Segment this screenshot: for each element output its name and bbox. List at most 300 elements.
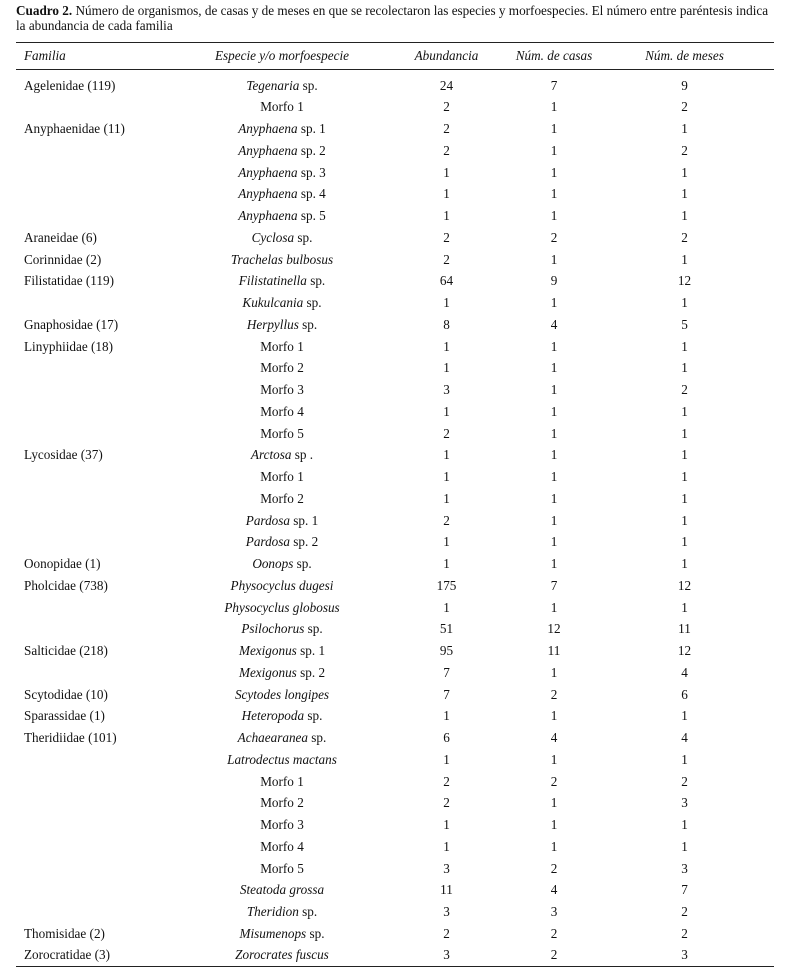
abundancia-value: 2 bbox=[443, 121, 450, 137]
especie-suffix: Morfo 5 bbox=[260, 425, 304, 441]
meses-cell bbox=[595, 662, 774, 684]
familia-text: Scytodidae (10) bbox=[24, 686, 108, 702]
abundancia-cell bbox=[380, 292, 513, 314]
familia-cell bbox=[16, 684, 184, 706]
abundancia-value: 1 bbox=[443, 838, 450, 854]
meses-cell bbox=[595, 401, 774, 423]
table-row bbox=[16, 184, 774, 206]
especie-cell bbox=[184, 945, 380, 967]
familia-text: Salticidae (218) bbox=[24, 643, 108, 659]
especie-genus: Physocyclus globosus bbox=[224, 599, 340, 615]
casas-cell bbox=[513, 488, 595, 510]
especie-genus: Mexigonus bbox=[238, 643, 297, 659]
table-row bbox=[16, 901, 774, 923]
especie-cell bbox=[184, 923, 380, 945]
abundancia-cell bbox=[380, 249, 513, 271]
abundancia-cell bbox=[380, 336, 513, 358]
header-abundancia: Abundancia bbox=[380, 43, 513, 70]
table-row bbox=[16, 880, 774, 902]
table-row bbox=[16, 793, 774, 815]
especie-genus: Physocyclus dugesi bbox=[230, 577, 334, 593]
especie-cell bbox=[184, 880, 380, 902]
especie-genus: Zorocrates fuscus bbox=[235, 947, 329, 963]
casas-cell bbox=[513, 162, 595, 184]
especie-suffix: sp. 3 bbox=[297, 164, 326, 180]
abundancia-cell bbox=[380, 423, 513, 445]
abundancia-value: 1 bbox=[443, 556, 450, 572]
abundancia-cell bbox=[380, 858, 513, 880]
abundancia-value: 175 bbox=[436, 577, 457, 593]
abundancia-value: 3 bbox=[443, 904, 450, 920]
abundancia-value: 2 bbox=[443, 773, 450, 789]
casas-value: 1 bbox=[550, 490, 558, 506]
especie-suffix: sp. 2 bbox=[290, 534, 319, 550]
table-header bbox=[16, 43, 774, 70]
meses-value: 1 bbox=[681, 338, 688, 354]
table-row bbox=[16, 575, 774, 597]
abundancia-value: 1 bbox=[443, 599, 450, 615]
familia-cell bbox=[16, 162, 184, 184]
familia-text: Linyphiidae (18) bbox=[24, 338, 113, 354]
abundancia-cell bbox=[380, 140, 513, 162]
abundancia-value: 1 bbox=[443, 186, 450, 202]
meses-cell bbox=[595, 858, 774, 880]
casas-value: 1 bbox=[550, 186, 558, 202]
meses-value: 5 bbox=[681, 316, 688, 332]
abundancia-value: 1 bbox=[443, 360, 450, 376]
meses-cell bbox=[595, 749, 774, 771]
especie-genus: Mexigonus bbox=[238, 664, 297, 680]
meses-value: 4 bbox=[681, 664, 688, 680]
abundancia-cell bbox=[380, 162, 513, 184]
especie-cell bbox=[184, 488, 380, 510]
meses-value: 1 bbox=[681, 360, 688, 376]
abundancia-value: 2 bbox=[443, 142, 450, 158]
familia-cell bbox=[16, 205, 184, 227]
casas-cell bbox=[513, 553, 595, 575]
casas-value: 1 bbox=[550, 360, 558, 376]
casas-value: 1 bbox=[550, 708, 558, 724]
especie-cell bbox=[184, 314, 380, 336]
abundancia-cell bbox=[380, 97, 513, 119]
meses-value: 1 bbox=[681, 403, 688, 419]
especie-cell bbox=[184, 184, 380, 206]
meses-value: 3 bbox=[681, 860, 688, 876]
header-meses: Núm. de meses bbox=[595, 43, 774, 70]
especie-cell bbox=[184, 619, 380, 641]
meses-cell bbox=[595, 880, 774, 902]
meses-value: 1 bbox=[681, 838, 688, 854]
especie-cell bbox=[184, 466, 380, 488]
casas-cell bbox=[513, 771, 595, 793]
especie-cell bbox=[184, 227, 380, 249]
especie-cell bbox=[184, 70, 380, 97]
casas-cell bbox=[513, 118, 595, 140]
abundancia-cell bbox=[380, 793, 513, 815]
casas-cell bbox=[513, 901, 595, 923]
table-row bbox=[16, 619, 774, 641]
abundancia-value: 2 bbox=[443, 425, 450, 441]
table-row bbox=[16, 358, 774, 380]
meses-value: 1 bbox=[681, 534, 688, 550]
casas-value: 4 bbox=[550, 316, 558, 332]
meses-cell bbox=[595, 684, 774, 706]
casas-value: 2 bbox=[550, 686, 558, 702]
especie-suffix: sp. bbox=[299, 78, 318, 94]
casas-value: 1 bbox=[550, 164, 558, 180]
abundancia-cell bbox=[380, 901, 513, 923]
especie-cell bbox=[184, 423, 380, 445]
meses-cell bbox=[595, 510, 774, 532]
familia-cell bbox=[16, 423, 184, 445]
abundancia-cell bbox=[380, 662, 513, 684]
casas-cell bbox=[513, 880, 595, 902]
abundancia-cell bbox=[380, 70, 513, 97]
meses-value: 2 bbox=[681, 99, 688, 115]
familia-text: Oonopidae (1) bbox=[24, 556, 101, 572]
meses-cell bbox=[595, 336, 774, 358]
especie-cell bbox=[184, 140, 380, 162]
abundancia-value: 2 bbox=[443, 795, 450, 811]
especie-genus: Arctosa bbox=[250, 447, 292, 463]
abundancia-value: 1 bbox=[443, 751, 450, 767]
abundancia-value: 2 bbox=[443, 229, 450, 245]
casas-cell bbox=[513, 532, 595, 554]
casas-cell bbox=[513, 945, 595, 967]
familia-cell bbox=[16, 619, 184, 641]
casas-cell bbox=[513, 662, 595, 684]
familia-cell bbox=[16, 858, 184, 880]
casas-value: 1 bbox=[550, 534, 558, 550]
table-row bbox=[16, 227, 774, 249]
meses-cell bbox=[595, 292, 774, 314]
casas-value: 1 bbox=[550, 121, 558, 137]
abundancia-cell bbox=[380, 640, 513, 662]
meses-value: 2 bbox=[681, 229, 688, 245]
familia-cell bbox=[16, 292, 184, 314]
casas-value: 7 bbox=[550, 78, 558, 94]
caption-label: Cuadro 2. bbox=[16, 3, 73, 18]
familia-cell bbox=[16, 97, 184, 119]
table-row bbox=[16, 205, 774, 227]
especie-suffix: Morfo 2 bbox=[260, 795, 304, 811]
abundancia-value: 95 bbox=[439, 643, 454, 659]
casas-value: 4 bbox=[550, 882, 558, 898]
especie-genus: Tegenaria bbox=[246, 78, 300, 94]
abundancia-value: 64 bbox=[439, 273, 454, 289]
casas-cell bbox=[513, 97, 595, 119]
casas-cell bbox=[513, 249, 595, 271]
familia-text: Sparassidae (1) bbox=[24, 708, 105, 724]
familia-cell bbox=[16, 140, 184, 162]
familia-cell bbox=[16, 793, 184, 815]
meses-cell bbox=[595, 162, 774, 184]
casas-cell bbox=[513, 814, 595, 836]
casas-cell bbox=[513, 466, 595, 488]
table-row bbox=[16, 118, 774, 140]
abundancia-value: 7 bbox=[443, 686, 450, 702]
casas-value: 1 bbox=[550, 208, 558, 224]
especie-suffix: sp. bbox=[303, 295, 322, 311]
especie-cell bbox=[184, 858, 380, 880]
abundancia-cell bbox=[380, 184, 513, 206]
meses-cell bbox=[595, 575, 774, 597]
abundancia-cell bbox=[380, 814, 513, 836]
familia-cell bbox=[16, 227, 184, 249]
familia-cell bbox=[16, 445, 184, 467]
abundancia-cell bbox=[380, 118, 513, 140]
casas-cell bbox=[513, 445, 595, 467]
especie-genus: Trachelas bulbosus bbox=[230, 251, 334, 267]
abundancia-cell bbox=[380, 684, 513, 706]
table-row bbox=[16, 662, 774, 684]
especie-suffix: sp. bbox=[298, 316, 318, 332]
especie-cell bbox=[184, 575, 380, 597]
casas-value: 2 bbox=[550, 773, 558, 789]
casas-cell bbox=[513, 923, 595, 945]
especie-cell bbox=[184, 706, 380, 728]
casas-cell bbox=[513, 727, 595, 749]
meses-value: 1 bbox=[681, 817, 688, 833]
table-row bbox=[16, 532, 774, 554]
especie-suffix: sp. bbox=[298, 904, 318, 920]
table-row bbox=[16, 401, 774, 423]
meses-cell bbox=[595, 227, 774, 249]
abundancia-value: 1 bbox=[443, 708, 450, 724]
familia-cell bbox=[16, 880, 184, 902]
casas-value: 1 bbox=[550, 403, 558, 419]
especie-suffix: Morfo 4 bbox=[260, 838, 304, 854]
especie-suffix: Morfo 2 bbox=[260, 360, 304, 376]
meses-cell bbox=[595, 271, 774, 293]
abundancia-cell bbox=[380, 379, 513, 401]
casas-cell bbox=[513, 793, 595, 815]
abundancia-cell bbox=[380, 836, 513, 858]
especie-cell bbox=[184, 445, 380, 467]
especie-cell bbox=[184, 249, 380, 271]
meses-cell bbox=[595, 70, 774, 97]
familia-cell bbox=[16, 575, 184, 597]
especie-cell bbox=[184, 553, 380, 575]
meses-value: 1 bbox=[681, 512, 688, 528]
abundancia-value: 3 bbox=[443, 947, 450, 963]
especie-suffix: sp. bbox=[307, 730, 327, 746]
casas-value: 1 bbox=[550, 338, 558, 354]
meses-value: 2 bbox=[681, 142, 688, 158]
familia-text: Pholcidae (738) bbox=[24, 577, 108, 593]
casas-value: 1 bbox=[550, 382, 558, 398]
familia-text: Thomisidae (2) bbox=[24, 925, 105, 941]
table-row bbox=[16, 553, 774, 575]
especie-suffix: sp. 5 bbox=[297, 208, 326, 224]
especie-cell bbox=[184, 292, 380, 314]
meses-value: 1 bbox=[681, 425, 688, 441]
especie-cell bbox=[184, 727, 380, 749]
casas-value: 1 bbox=[550, 512, 558, 528]
casas-value: 1 bbox=[550, 99, 558, 115]
especie-genus: Achaearanea bbox=[237, 730, 308, 746]
especie-suffix: sp. 1 bbox=[297, 121, 326, 137]
table-body bbox=[16, 70, 774, 967]
table-row bbox=[16, 97, 774, 119]
abundancia-cell bbox=[380, 445, 513, 467]
table-row bbox=[16, 445, 774, 467]
especie-suffix: sp. bbox=[304, 621, 323, 637]
abundancia-cell bbox=[380, 749, 513, 771]
especie-genus: Anyphaena bbox=[238, 186, 298, 202]
casas-cell bbox=[513, 423, 595, 445]
casas-cell bbox=[513, 379, 595, 401]
meses-cell bbox=[595, 597, 774, 619]
meses-value: 3 bbox=[681, 947, 688, 963]
meses-cell bbox=[595, 140, 774, 162]
especie-suffix: sp. 1 bbox=[290, 512, 319, 528]
especie-cell bbox=[184, 684, 380, 706]
abundancia-cell bbox=[380, 401, 513, 423]
familia-cell bbox=[16, 640, 184, 662]
abundancia-cell bbox=[380, 488, 513, 510]
casas-cell bbox=[513, 597, 595, 619]
especie-genus: Theridion bbox=[246, 904, 299, 920]
meses-cell bbox=[595, 553, 774, 575]
casas-cell bbox=[513, 401, 595, 423]
meses-value: 1 bbox=[681, 447, 688, 463]
familia-cell bbox=[16, 401, 184, 423]
abundancia-cell bbox=[380, 510, 513, 532]
casas-cell bbox=[513, 292, 595, 314]
abundancia-cell bbox=[380, 314, 513, 336]
meses-cell bbox=[595, 184, 774, 206]
especie-genus: Misumenops bbox=[239, 925, 307, 941]
abundancia-value: 1 bbox=[443, 447, 450, 463]
meses-value: 1 bbox=[681, 251, 688, 267]
especie-cell bbox=[184, 205, 380, 227]
casas-cell bbox=[513, 140, 595, 162]
especie-suffix: sp . bbox=[291, 447, 314, 463]
familia-text: Araneidae (6) bbox=[24, 229, 97, 245]
meses-cell bbox=[595, 836, 774, 858]
meses-cell bbox=[595, 771, 774, 793]
meses-cell bbox=[595, 379, 774, 401]
casas-value: 1 bbox=[550, 251, 558, 267]
familia-text: Filistatidae (119) bbox=[24, 273, 114, 289]
table-row bbox=[16, 684, 774, 706]
casas-value: 12 bbox=[547, 621, 561, 637]
familia-cell bbox=[16, 771, 184, 793]
familia-cell bbox=[16, 118, 184, 140]
abundancia-cell bbox=[380, 205, 513, 227]
meses-value: 2 bbox=[681, 925, 688, 941]
especie-genus: Heteropoda bbox=[241, 708, 305, 724]
familia-cell bbox=[16, 488, 184, 510]
especie-genus: Kukulcania bbox=[242, 295, 304, 311]
abundancia-cell bbox=[380, 466, 513, 488]
especie-cell bbox=[184, 271, 380, 293]
meses-value: 1 bbox=[681, 556, 688, 572]
meses-value: 1 bbox=[681, 121, 688, 137]
meses-value: 3 bbox=[681, 795, 688, 811]
familia-text: Agelenidae (119) bbox=[24, 78, 116, 94]
abundancia-value: 1 bbox=[443, 208, 450, 224]
table-row bbox=[16, 640, 774, 662]
meses-value: 1 bbox=[681, 708, 688, 724]
abundancia-cell bbox=[380, 271, 513, 293]
familia-cell bbox=[16, 836, 184, 858]
meses-cell bbox=[595, 706, 774, 728]
meses-value: 1 bbox=[681, 164, 688, 180]
casas-cell bbox=[513, 706, 595, 728]
meses-cell bbox=[595, 358, 774, 380]
especie-cell bbox=[184, 597, 380, 619]
meses-cell bbox=[595, 901, 774, 923]
casas-cell bbox=[513, 836, 595, 858]
familia-cell bbox=[16, 662, 184, 684]
especie-suffix: sp. bbox=[293, 556, 312, 572]
familia-cell bbox=[16, 901, 184, 923]
especie-suffix: sp. bbox=[304, 708, 323, 724]
casas-cell bbox=[513, 314, 595, 336]
casas-cell bbox=[513, 358, 595, 380]
especie-cell bbox=[184, 814, 380, 836]
especie-suffix: Morfo 1 bbox=[260, 99, 304, 115]
abundancia-value: 11 bbox=[440, 882, 453, 898]
familia-cell bbox=[16, 70, 184, 97]
especie-suffix: Morfo 1 bbox=[260, 338, 304, 354]
familia-cell bbox=[16, 532, 184, 554]
abundancia-value: 51 bbox=[439, 621, 454, 637]
casas-cell bbox=[513, 619, 595, 641]
abundancia-cell bbox=[380, 771, 513, 793]
familia-cell bbox=[16, 336, 184, 358]
especie-suffix: Morfo 3 bbox=[260, 817, 304, 833]
meses-value: 1 bbox=[681, 295, 688, 311]
especie-genus: Filistatinella bbox=[238, 273, 307, 289]
casas-value: 1 bbox=[550, 795, 558, 811]
especie-suffix: Morfo 4 bbox=[260, 403, 304, 419]
abundancia-cell bbox=[380, 727, 513, 749]
familia-cell bbox=[16, 814, 184, 836]
familia-text: Lycosidae (37) bbox=[24, 447, 103, 463]
casas-value: 1 bbox=[550, 469, 558, 485]
casas-value: 1 bbox=[550, 817, 558, 833]
abundancia-value: 1 bbox=[443, 403, 450, 419]
especie-suffix: sp. bbox=[306, 273, 326, 289]
familia-cell bbox=[16, 923, 184, 945]
familia-text: Anyphaenidae (11) bbox=[24, 121, 125, 137]
casas-value: 2 bbox=[550, 925, 558, 941]
especie-suffix: sp. 2 bbox=[296, 664, 326, 680]
abundancia-value: 2 bbox=[443, 251, 450, 267]
casas-value: 2 bbox=[550, 229, 558, 245]
meses-cell bbox=[595, 793, 774, 815]
especie-cell bbox=[184, 662, 380, 684]
casas-value: 4 bbox=[550, 730, 558, 746]
familia-text: Gnaphosidae (17) bbox=[24, 316, 119, 332]
familia-cell bbox=[16, 945, 184, 967]
table-row bbox=[16, 379, 774, 401]
table-row bbox=[16, 923, 774, 945]
meses-cell bbox=[595, 532, 774, 554]
casas-cell bbox=[513, 640, 595, 662]
casas-value: 1 bbox=[550, 447, 558, 463]
especie-suffix: sp. bbox=[294, 229, 313, 245]
header-row bbox=[16, 43, 774, 70]
especie-cell bbox=[184, 358, 380, 380]
casas-value: 1 bbox=[550, 599, 558, 615]
abundancia-cell bbox=[380, 553, 513, 575]
table-row bbox=[16, 727, 774, 749]
table-row bbox=[16, 466, 774, 488]
